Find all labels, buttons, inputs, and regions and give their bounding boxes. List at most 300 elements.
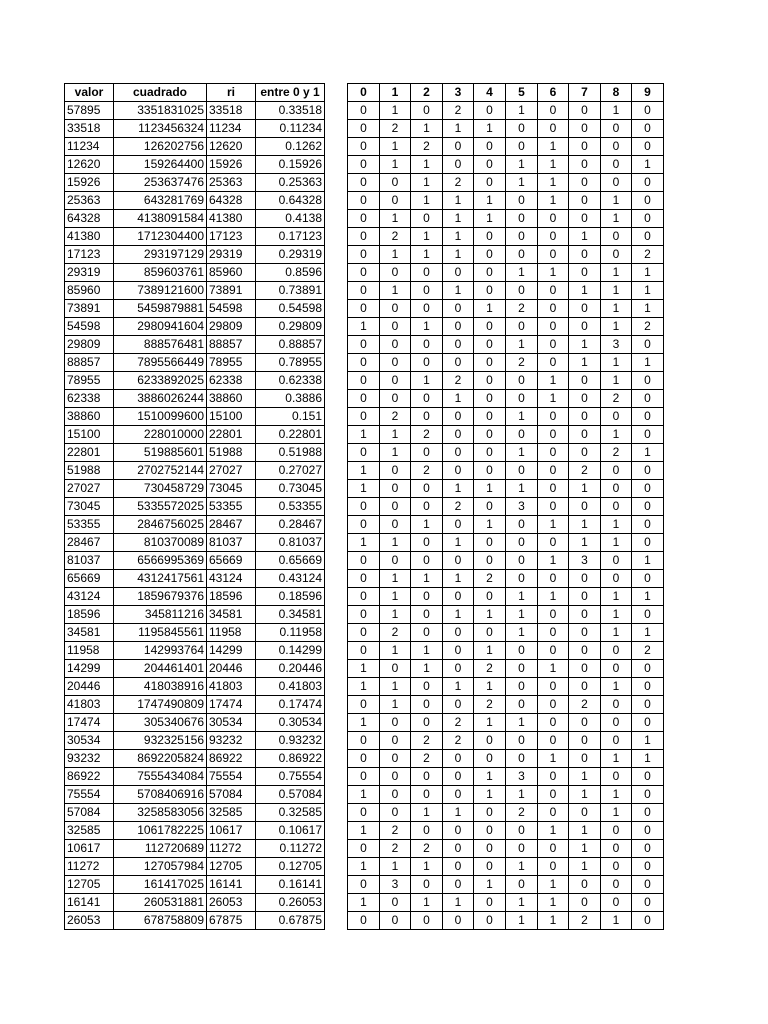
digit-count-cell: 0	[474, 426, 506, 444]
digit-count-cell: 0	[632, 822, 664, 840]
digit-count-cell: 1	[569, 768, 601, 786]
digit-count-cell: 0	[601, 642, 632, 660]
table-row	[348, 174, 664, 192]
digit-count-cell: 0	[348, 354, 380, 372]
digit-count-cell: 1	[411, 570, 443, 588]
table-row	[348, 462, 664, 480]
digit-count-cell: 0	[474, 588, 506, 606]
cell-cuadrado: 112720689	[114, 840, 207, 858]
cell-ri: 53355	[207, 498, 256, 516]
digit-count-cell: 0	[538, 282, 569, 300]
digit-count-cell: 0	[601, 246, 632, 264]
cell-entre-0-y-1: 0.27027	[256, 462, 325, 480]
digit-count-cell: 0	[348, 372, 380, 390]
table-row	[348, 264, 664, 282]
digit-count-cell: 0	[538, 606, 569, 624]
table-row	[65, 102, 325, 120]
cell-entre-0-y-1: 0.17474	[256, 696, 325, 714]
cell-ri: 14299	[207, 642, 256, 660]
digit-count-cell: 2	[443, 102, 474, 120]
table-row	[348, 858, 664, 876]
digit-count-cell: 0	[506, 732, 538, 750]
cell-entre-0-y-1: 0.64328	[256, 192, 325, 210]
digit-count-cell: 1	[569, 354, 601, 372]
table-row	[65, 696, 325, 714]
digit-count-cell: 1	[601, 624, 632, 642]
digit-count-cell: 0	[601, 552, 632, 570]
digit-count-cell: 2	[506, 804, 538, 822]
digit-count-cell: 1	[601, 354, 632, 372]
digit-count-cell: 0	[569, 570, 601, 588]
digit-count-cell: 0	[569, 876, 601, 894]
cell-cuadrado: 519885601	[114, 444, 207, 462]
digit-count-cell: 0	[538, 300, 569, 318]
digit-count-cell: 1	[474, 300, 506, 318]
digit-count-cell: 0	[632, 498, 664, 516]
digit-count-cell: 1	[506, 156, 538, 174]
digit-count-cell: 1	[348, 678, 380, 696]
digit-count-cell: 0	[348, 804, 380, 822]
digit-count-cell: 1	[506, 588, 538, 606]
cell-ri: 28467	[207, 516, 256, 534]
digit-count-cell: 3	[569, 552, 601, 570]
table-row	[348, 444, 664, 462]
digit-count-cell: 1	[348, 822, 380, 840]
digit-count-cell: 1	[506, 624, 538, 642]
digit-count-cell: 0	[538, 102, 569, 120]
digit-count-cell: 0	[380, 174, 411, 192]
digit-count-cell: 1	[474, 516, 506, 534]
digit-count-cell: 0	[506, 534, 538, 552]
cell-ri: 15926	[207, 156, 256, 174]
digit-count-cell: 0	[569, 300, 601, 318]
header-digit-8: 8	[601, 84, 632, 102]
digit-count-cell: 1	[538, 822, 569, 840]
digit-count-cell: 1	[601, 426, 632, 444]
digit-count-cell: 0	[348, 192, 380, 210]
digit-count-cell: 1	[506, 480, 538, 498]
digit-count-cell: 1	[380, 678, 411, 696]
digit-count-cell: 0	[411, 498, 443, 516]
cell-cuadrado: 1712304400	[114, 228, 207, 246]
table-row	[65, 354, 325, 372]
digit-count-cell: 0	[348, 246, 380, 264]
digit-count-cell: 0	[569, 192, 601, 210]
digit-count-cell: 0	[506, 192, 538, 210]
cell-valor: 53355	[65, 516, 114, 534]
digit-count-cell: 1	[380, 858, 411, 876]
digit-count-cell: 0	[443, 876, 474, 894]
digit-count-cell: 1	[411, 660, 443, 678]
digit-count-cell: 1	[411, 120, 443, 138]
digit-count-cell: 1	[506, 714, 538, 732]
cell-cuadrado: 3351831025	[114, 102, 207, 120]
table-row	[348, 426, 664, 444]
digit-count-cell: 0	[380, 516, 411, 534]
cell-ri: 73045	[207, 480, 256, 498]
table-row	[348, 408, 664, 426]
digit-count-cell: 0	[601, 876, 632, 894]
table-row	[65, 624, 325, 642]
digit-count-cell: 1	[632, 444, 664, 462]
digit-count-cell: 2	[380, 120, 411, 138]
cell-valor: 85960	[65, 282, 114, 300]
digit-count-cell: 0	[632, 714, 664, 732]
digit-count-cell: 1	[538, 192, 569, 210]
digit-count-cell: 0	[443, 318, 474, 336]
cell-ri: 25363	[207, 174, 256, 192]
digit-count-cell: 2	[411, 840, 443, 858]
table-row	[348, 120, 664, 138]
digit-count-cell: 1	[632, 156, 664, 174]
digit-count-cell: 0	[348, 642, 380, 660]
cell-cuadrado: 6566995369	[114, 552, 207, 570]
digit-count-cell: 1	[632, 624, 664, 642]
digit-count-cell: 1	[443, 390, 474, 408]
cell-entre-0-y-1: 0.16141	[256, 876, 325, 894]
cell-entre-0-y-1: 0.4138	[256, 210, 325, 228]
cell-valor: 62338	[65, 390, 114, 408]
digit-count-cell: 2	[380, 408, 411, 426]
digit-count-cell: 0	[569, 390, 601, 408]
digit-count-cell: 1	[601, 516, 632, 534]
cell-cuadrado: 5335572025	[114, 498, 207, 516]
table-row	[348, 840, 664, 858]
digit-count-cell: 0	[411, 606, 443, 624]
digit-count-cell: 1	[443, 282, 474, 300]
table-row	[65, 228, 325, 246]
cell-entre-0-y-1: 0.20446	[256, 660, 325, 678]
digit-count-cell: 0	[601, 768, 632, 786]
table-row	[65, 768, 325, 786]
cell-entre-0-y-1: 0.1262	[256, 138, 325, 156]
digit-count-cell: 0	[569, 606, 601, 624]
cell-cuadrado: 859603761	[114, 264, 207, 282]
digit-count-cell: 1	[443, 894, 474, 912]
digit-count-cell: 2	[601, 444, 632, 462]
digit-count-cell: 0	[411, 210, 443, 228]
cell-ri: 17123	[207, 228, 256, 246]
digit-count-cell: 1	[601, 372, 632, 390]
cell-ri: 17474	[207, 696, 256, 714]
table-row	[65, 138, 325, 156]
digit-count-cell: 3	[506, 768, 538, 786]
digit-count-cell: 0	[474, 246, 506, 264]
cell-cuadrado: 228010000	[114, 426, 207, 444]
table-row	[348, 642, 664, 660]
header-digit-6: 6	[538, 84, 569, 102]
cell-cuadrado: 204461401	[114, 660, 207, 678]
digit-count-cell: 0	[474, 498, 506, 516]
digit-count-cell: 1	[474, 642, 506, 660]
table-row	[65, 318, 325, 336]
digit-count-cell: 0	[474, 894, 506, 912]
digit-count-cell: 0	[380, 300, 411, 318]
digit-count-table	[347, 83, 664, 930]
digit-count-cell: 0	[569, 660, 601, 678]
digit-count-cell: 1	[601, 102, 632, 120]
digit-count-cell: 1	[601, 282, 632, 300]
digit-count-cell: 2	[474, 660, 506, 678]
cell-cuadrado: 7555434084	[114, 768, 207, 786]
digit-count-cell: 0	[632, 102, 664, 120]
digit-count-cell: 0	[506, 552, 538, 570]
digit-count-cell: 0	[632, 534, 664, 552]
digit-count-cell: 0	[538, 786, 569, 804]
header-digit-5: 5	[506, 84, 538, 102]
cell-cuadrado: 161417025	[114, 876, 207, 894]
cell-ri: 27027	[207, 462, 256, 480]
digit-header-row	[348, 84, 664, 102]
digit-count-cell: 0	[569, 894, 601, 912]
digit-count-cell: 0	[569, 264, 601, 282]
cell-valor: 54598	[65, 318, 114, 336]
table-row	[65, 750, 325, 768]
digit-count-cell: 0	[506, 570, 538, 588]
digit-count-cell: 1	[443, 678, 474, 696]
digit-count-cell: 1	[569, 480, 601, 498]
cell-cuadrado: 1195845561	[114, 624, 207, 642]
digit-count-cell: 0	[632, 174, 664, 192]
digit-count-cell: 0	[348, 516, 380, 534]
cell-valor: 25363	[65, 192, 114, 210]
table-row	[348, 498, 664, 516]
digit-count-cell: 1	[569, 840, 601, 858]
cell-cuadrado: 643281769	[114, 192, 207, 210]
table-row	[348, 138, 664, 156]
cell-valor: 17123	[65, 246, 114, 264]
digit-count-cell: 0	[601, 156, 632, 174]
cell-ri: 15100	[207, 408, 256, 426]
digit-count-cell: 0	[538, 858, 569, 876]
digit-count-cell: 0	[348, 840, 380, 858]
table-row	[65, 174, 325, 192]
cell-valor: 10617	[65, 840, 114, 858]
digit-count-cell: 1	[443, 570, 474, 588]
digit-count-cell: 0	[411, 822, 443, 840]
cell-valor: 65669	[65, 570, 114, 588]
cell-ri: 75554	[207, 768, 256, 786]
cell-valor: 17474	[65, 714, 114, 732]
digit-count-cell: 0	[348, 552, 380, 570]
digit-count-cell: 0	[380, 264, 411, 282]
cell-cuadrado: 126202756	[114, 138, 207, 156]
table-row	[348, 210, 664, 228]
digit-count-cell: 1	[538, 174, 569, 192]
digit-count-cell: 0	[601, 174, 632, 192]
table-row	[348, 318, 664, 336]
cell-ri: 33518	[207, 102, 256, 120]
digit-count-cell: 0	[348, 336, 380, 354]
digit-count-cell: 1	[506, 264, 538, 282]
digit-count-cell: 0	[348, 588, 380, 606]
cell-entre-0-y-1: 0.22801	[256, 426, 325, 444]
digit-count-cell: 2	[443, 372, 474, 390]
digit-count-cell: 2	[474, 696, 506, 714]
table-row	[65, 894, 325, 912]
cell-entre-0-y-1: 0.8596	[256, 264, 325, 282]
digit-count-cell: 0	[538, 480, 569, 498]
digit-count-cell: 0	[569, 318, 601, 336]
digit-count-cell: 2	[443, 174, 474, 192]
digit-count-cell: 1	[443, 534, 474, 552]
digit-count-cell: 0	[506, 822, 538, 840]
digit-count-cell: 1	[411, 174, 443, 192]
cell-entre-0-y-1: 0.67875	[256, 912, 325, 930]
cell-ri: 10617	[207, 822, 256, 840]
table-row	[65, 588, 325, 606]
digit-count-cell: 0	[443, 426, 474, 444]
cell-entre-0-y-1: 0.54598	[256, 300, 325, 318]
digit-count-cell: 0	[601, 138, 632, 156]
digit-count-cell: 0	[601, 822, 632, 840]
digit-count-cell: 1	[632, 732, 664, 750]
cell-ri: 41380	[207, 210, 256, 228]
digit-count-cell: 0	[348, 444, 380, 462]
digit-count-cell: 1	[411, 372, 443, 390]
digit-count-cell: 0	[474, 732, 506, 750]
digit-count-cell: 0	[348, 750, 380, 768]
digit-count-cell: 2	[632, 642, 664, 660]
digit-count-cell: 0	[632, 786, 664, 804]
cell-ri: 11234	[207, 120, 256, 138]
digit-count-cell: 0	[632, 210, 664, 228]
digit-count-cell: 0	[411, 876, 443, 894]
cell-cuadrado: 1510099600	[114, 408, 207, 426]
table-row	[65, 552, 325, 570]
digit-count-cell: 0	[443, 660, 474, 678]
cell-cuadrado: 4312417561	[114, 570, 207, 588]
cell-ri: 43124	[207, 570, 256, 588]
digit-count-cell: 1	[348, 534, 380, 552]
digit-count-cell: 0	[411, 336, 443, 354]
cell-cuadrado: 2702752144	[114, 462, 207, 480]
table-row	[65, 210, 325, 228]
digit-count-cell: 1	[348, 462, 380, 480]
digit-count-cell: 0	[538, 354, 569, 372]
digit-count-cell: 0	[569, 444, 601, 462]
cell-entre-0-y-1: 0.11958	[256, 624, 325, 642]
digit-count-cell: 0	[411, 786, 443, 804]
digit-count-cell: 0	[380, 462, 411, 480]
table-row	[348, 660, 664, 678]
table-row	[65, 516, 325, 534]
digit-count-cell: 1	[506, 174, 538, 192]
table-row	[348, 480, 664, 498]
cell-cuadrado: 253637476	[114, 174, 207, 192]
digit-count-cell: 0	[538, 498, 569, 516]
table-row	[65, 804, 325, 822]
digit-count-cell: 0	[348, 732, 380, 750]
digit-count-cell: 0	[380, 354, 411, 372]
cell-valor: 16141	[65, 894, 114, 912]
digit-count-cell: 1	[348, 318, 380, 336]
cell-entre-0-y-1: 0.78955	[256, 354, 325, 372]
digit-count-cell: 0	[380, 894, 411, 912]
cell-valor: 51988	[65, 462, 114, 480]
digit-count-cell: 1	[538, 894, 569, 912]
header-valor: valor	[65, 84, 114, 102]
digit-count-cell: 0	[348, 606, 380, 624]
cell-ri: 57084	[207, 786, 256, 804]
digit-count-cell: 0	[474, 444, 506, 462]
digit-count-cell: 0	[443, 156, 474, 174]
cell-entre-0-y-1: 0.65669	[256, 552, 325, 570]
digit-count-cell: 1	[632, 750, 664, 768]
digit-count-cell: 1	[474, 714, 506, 732]
cell-cuadrado: 142993764	[114, 642, 207, 660]
digit-count-cell: 1	[506, 336, 538, 354]
digit-count-cell: 2	[380, 624, 411, 642]
digit-count-cell: 0	[632, 660, 664, 678]
digit-count-cell: 0	[474, 462, 506, 480]
digit-count-cell: 2	[506, 300, 538, 318]
digit-count-cell: 0	[474, 840, 506, 858]
digit-count-cell: 0	[569, 804, 601, 822]
digit-count-cell: 0	[474, 156, 506, 174]
digit-count-cell: 1	[632, 552, 664, 570]
table-row	[65, 858, 325, 876]
digit-count-cell: 0	[443, 516, 474, 534]
cell-entre-0-y-1: 0.10617	[256, 822, 325, 840]
digit-count-cell: 0	[474, 102, 506, 120]
digit-count-cell: 0	[380, 714, 411, 732]
digit-count-cell: 0	[411, 768, 443, 786]
digit-count-cell: 1	[506, 606, 538, 624]
digit-count-cell: 0	[443, 138, 474, 156]
digit-count-cell: 3	[380, 876, 411, 894]
cell-ri: 29809	[207, 318, 256, 336]
table-row	[65, 570, 325, 588]
digit-count-cell: 2	[411, 462, 443, 480]
digit-count-cell: 0	[411, 390, 443, 408]
table-row	[65, 480, 325, 498]
digit-count-cell: 0	[632, 120, 664, 138]
cell-cuadrado: 5708406916	[114, 786, 207, 804]
digit-count-cell: 0	[443, 840, 474, 858]
header-cuadrado: cuadrado	[114, 84, 207, 102]
table-row	[65, 372, 325, 390]
cell-entre-0-y-1: 0.57084	[256, 786, 325, 804]
cell-entre-0-y-1: 0.62338	[256, 372, 325, 390]
cell-valor: 29319	[65, 264, 114, 282]
digit-count-cell: 1	[380, 282, 411, 300]
table-row	[65, 390, 325, 408]
digit-count-cell: 2	[601, 390, 632, 408]
digit-count-cell: 0	[538, 642, 569, 660]
table-row	[65, 192, 325, 210]
table-row	[348, 768, 664, 786]
cell-entre-0-y-1: 0.15926	[256, 156, 325, 174]
table-row	[348, 822, 664, 840]
cell-ri: 38860	[207, 390, 256, 408]
digit-count-cell: 0	[411, 696, 443, 714]
digit-count-cell: 0	[632, 138, 664, 156]
cell-cuadrado: 5459879881	[114, 300, 207, 318]
cell-cuadrado: 260531881	[114, 894, 207, 912]
digit-count-cell: 0	[506, 660, 538, 678]
table-row	[348, 102, 664, 120]
digit-count-cell: 0	[443, 408, 474, 426]
cell-entre-0-y-1: 0.73045	[256, 480, 325, 498]
digit-count-cell: 0	[443, 444, 474, 462]
table-row	[348, 570, 664, 588]
cell-valor: 20446	[65, 678, 114, 696]
cell-entre-0-y-1: 0.29809	[256, 318, 325, 336]
table-row	[348, 372, 664, 390]
cell-cuadrado: 2980941604	[114, 318, 207, 336]
digit-count-cell: 0	[506, 372, 538, 390]
